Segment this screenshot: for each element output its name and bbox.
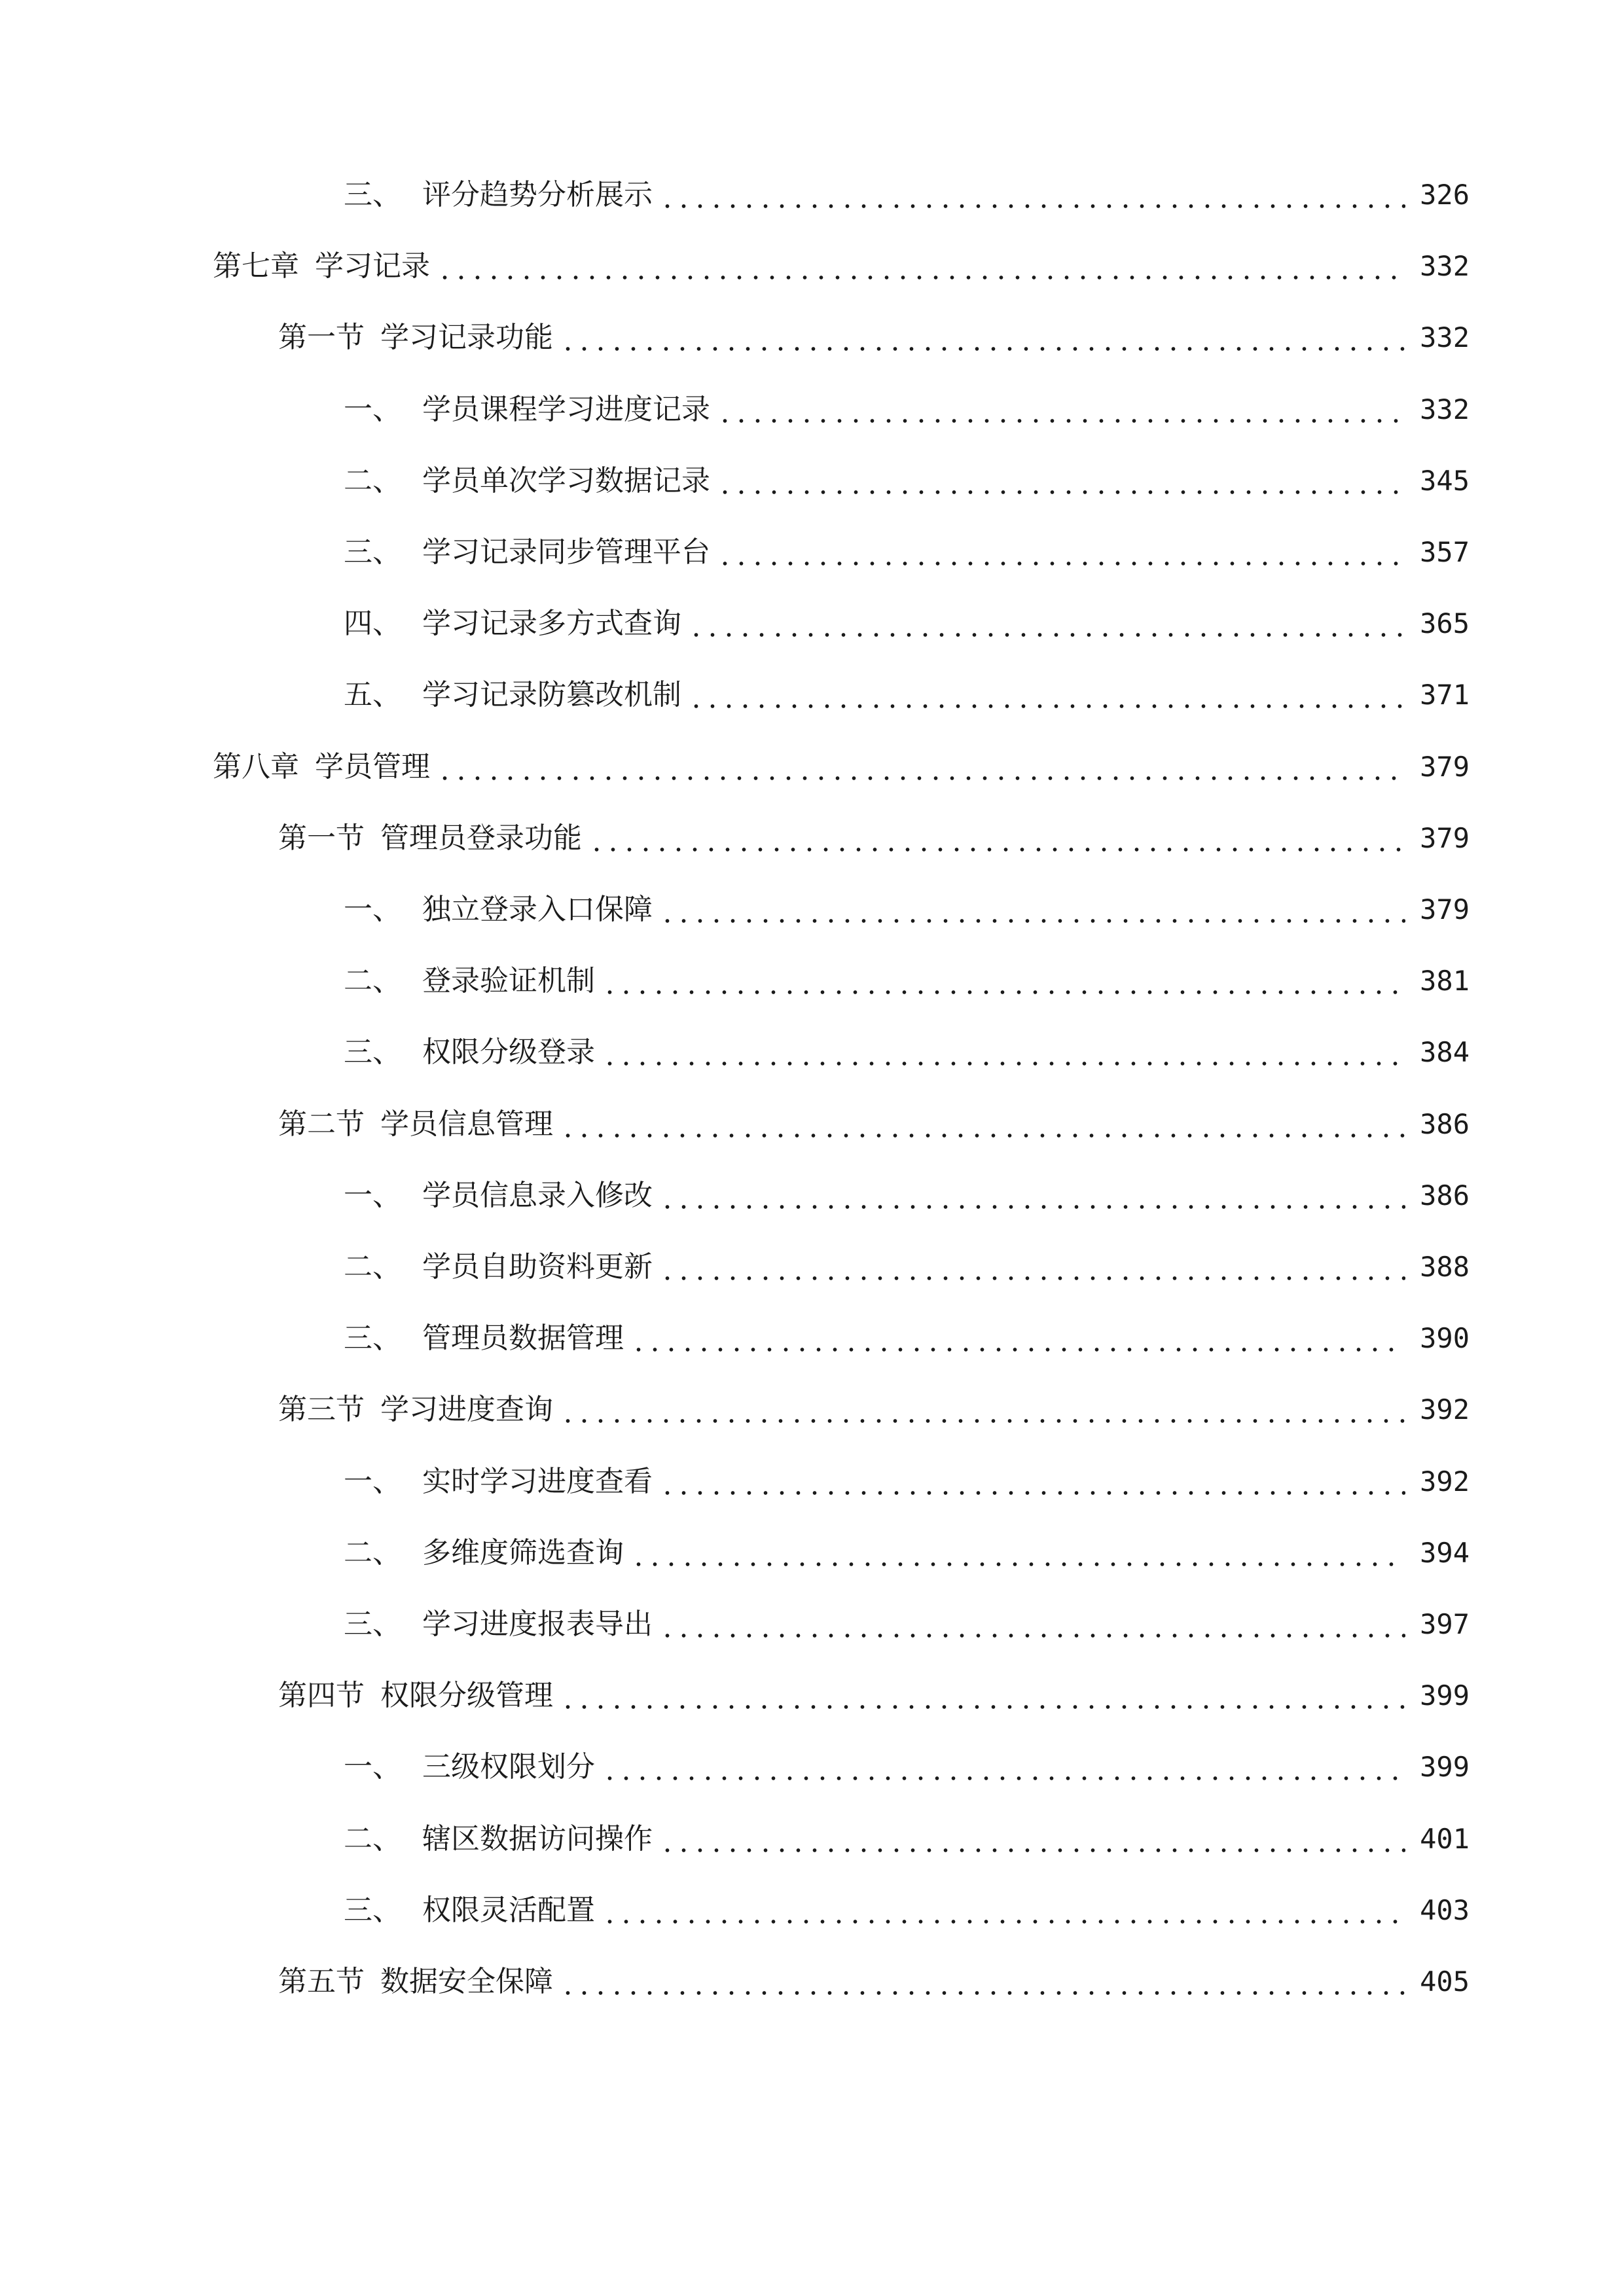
toc-entry[interactable] (213, 744, 1470, 791)
toc-entry[interactable] (344, 529, 1470, 576)
toc-entry[interactable] (344, 958, 1470, 1005)
toc-entry-title: 登录验证机制 (422, 964, 595, 997)
toc-entry-page-number: 401 (1420, 1823, 1470, 1855)
toc-entry[interactable] (344, 1744, 1470, 1791)
toc-entry[interactable] (278, 314, 1470, 361)
toc-entry-page-number: 379 (1420, 893, 1470, 925)
toc-entry-page-number: 386 (1420, 1108, 1470, 1140)
toc-entry-number: 五、 (344, 678, 401, 711)
toc-entry[interactable] (344, 171, 1470, 219)
dot-leader (659, 1490, 1405, 1496)
dot-leader (688, 632, 1405, 638)
dot-leader (588, 846, 1405, 853)
toc-entry-page-number: 381 (1420, 965, 1470, 997)
toc-entry-number: 一、 (344, 1179, 401, 1212)
toc-entry[interactable] (344, 1530, 1470, 1577)
toc-entry-title: 学员信息管理 (380, 1107, 553, 1141)
toc-entry-title: 学习记录功能 (380, 321, 553, 354)
toc-entry-page-number: 332 (1420, 393, 1470, 425)
toc-entry-title: 学习进度查询 (380, 1393, 553, 1426)
toc-entry[interactable] (278, 1386, 1470, 1433)
dot-leader (659, 918, 1405, 924)
toc-entry-number: 三、 (344, 535, 401, 569)
toc-entry-number: 四、 (344, 607, 401, 640)
dot-leader (560, 1704, 1405, 1710)
toc-entry-title: 学习记录防篡改机制 (422, 678, 681, 711)
toc-entry-title: 学员课程学习进度记录 (422, 393, 710, 426)
dot-leader (560, 1990, 1405, 1996)
dot-leader (602, 1775, 1405, 1782)
toc-entry[interactable] (278, 1958, 1470, 2005)
toc-entry[interactable] (344, 1458, 1470, 1505)
toc-entry-title: 学员信息录入修改 (422, 1179, 653, 1212)
toc-entry-number: 三、 (344, 1607, 401, 1641)
toc-entry-title: 学员单次学习数据记录 (422, 464, 710, 497)
dot-leader (602, 989, 1405, 996)
toc-entry-number: 一、 (344, 393, 401, 426)
toc-entry[interactable] (278, 1672, 1470, 1719)
dot-leader (560, 346, 1405, 352)
dot-leader (560, 1132, 1405, 1139)
dot-leader (659, 1275, 1405, 1282)
toc-entry-title: 多维度筛选查询 (422, 1536, 624, 1570)
toc-entry[interactable] (344, 1244, 1470, 1291)
toc-entry-page-number: 326 (1420, 179, 1470, 211)
dot-leader (630, 1346, 1405, 1353)
toc-entry-page-number: 384 (1420, 1036, 1470, 1068)
toc-entry[interactable] (344, 1315, 1470, 1362)
toc-entry[interactable] (344, 1601, 1470, 1648)
toc-entry-page-number: 357 (1420, 536, 1470, 568)
toc-entry[interactable] (213, 243, 1470, 290)
toc-entry-number: 第一节 (278, 321, 365, 354)
toc-entry-page-number: 397 (1420, 1608, 1470, 1640)
dot-leader (602, 1060, 1405, 1067)
toc-entry-page-number: 371 (1420, 679, 1470, 711)
toc-entry[interactable] (344, 1816, 1470, 1863)
toc-entry-number: 三、 (344, 178, 401, 211)
toc-entry-title: 学习进度报表导出 (422, 1607, 653, 1641)
toc-entry[interactable] (344, 386, 1470, 433)
toc-entry-title: 学习记录多方式查询 (422, 607, 681, 640)
dot-leader (560, 1418, 1405, 1424)
toc-entry-title: 学员自助资料更新 (422, 1250, 653, 1283)
toc-entry-page-number: 405 (1420, 1965, 1470, 1998)
dot-leader (659, 1204, 1405, 1210)
toc-entry[interactable] (344, 600, 1470, 647)
toc-entry-title: 辖区数据访问操作 (422, 1822, 653, 1856)
toc-entry-number: 三、 (344, 1321, 401, 1355)
toc-entry-title: 学习记录 (315, 249, 430, 283)
toc-entry-page-number: 386 (1420, 1179, 1470, 1211)
toc-entry-page-number: 379 (1420, 822, 1470, 854)
dot-leader (437, 775, 1405, 781)
dot-leader (602, 1918, 1405, 1925)
toc-entry[interactable] (278, 815, 1470, 862)
toc-entry-number: 二、 (344, 1822, 401, 1856)
toc-entry[interactable] (344, 1887, 1470, 1934)
toc-entry-title: 权限灵活配置 (422, 1893, 595, 1927)
toc-entry-page-number: 390 (1420, 1322, 1470, 1354)
toc-entry-page-number: 345 (1420, 465, 1470, 497)
toc-entry-number: 一、 (344, 1750, 401, 1784)
toc-entry-number: 二、 (344, 1536, 401, 1570)
toc-entry-number: 第四节 (278, 1679, 365, 1712)
toc-entry[interactable] (344, 457, 1470, 505)
toc-entry-title: 学习记录同步管理平台 (422, 535, 710, 569)
dot-leader (717, 418, 1405, 424)
toc-entry-title: 管理员登录功能 (380, 821, 582, 855)
toc-entry-page-number: 399 (1420, 1751, 1470, 1783)
toc-entry-page-number: 332 (1420, 250, 1470, 282)
toc-entry-title: 三级权限划分 (422, 1750, 595, 1784)
toc-entry-page-number: 379 (1420, 751, 1470, 783)
toc-entry-title: 数据安全保障 (380, 1965, 553, 1998)
dot-leader (717, 489, 1405, 495)
toc-entry-number: 一、 (344, 1465, 401, 1498)
dot-leader (717, 560, 1405, 567)
toc-entry-number: 第八章 (213, 750, 299, 783)
dot-leader (659, 1632, 1405, 1639)
toc-entry-number: 第三节 (278, 1393, 365, 1426)
toc-entry-title: 评分趋势分析展示 (422, 178, 653, 211)
toc-entry-number: 二、 (344, 964, 401, 997)
toc-entry-page-number: 392 (1420, 1393, 1470, 1426)
toc-entry-number: 一、 (344, 893, 401, 926)
toc-entry[interactable] (344, 1029, 1470, 1076)
toc-entry[interactable] (344, 1172, 1470, 1219)
toc-entry-number: 第一节 (278, 821, 365, 855)
toc-entry-title: 独立登录入口保障 (422, 893, 653, 926)
dot-leader (630, 1561, 1405, 1568)
toc-entry-page-number: 403 (1420, 1894, 1470, 1926)
dot-leader (437, 274, 1405, 281)
toc-entry-title: 管理员数据管理 (422, 1321, 624, 1355)
toc-entry-title: 学员管理 (315, 750, 430, 783)
toc-entry-page-number: 399 (1420, 1679, 1470, 1712)
dot-leader (659, 203, 1405, 209)
toc-entry[interactable] (344, 886, 1470, 933)
dot-leader (659, 1847, 1405, 1854)
toc-entry-number: 第五节 (278, 1965, 365, 1998)
toc-entry-number: 三、 (344, 1893, 401, 1927)
toc-entry-number: 二、 (344, 464, 401, 497)
toc-entry[interactable] (344, 672, 1470, 719)
toc-entry-title: 实时学习进度查看 (422, 1465, 653, 1498)
toc-entry-number: 第七章 (213, 249, 299, 283)
toc-entry[interactable] (278, 1101, 1470, 1148)
toc-entry-page-number: 365 (1420, 607, 1470, 639)
toc-entry-page-number: 388 (1420, 1251, 1470, 1283)
toc-entry-number: 第二节 (278, 1107, 365, 1141)
toc-entry-page-number: 392 (1420, 1465, 1470, 1498)
toc-entry-page-number: 394 (1420, 1537, 1470, 1569)
toc-entry-title: 权限分级登录 (422, 1035, 595, 1069)
dot-leader (688, 703, 1405, 709)
toc-entry-number: 三、 (344, 1035, 401, 1069)
toc-entry-number: 二、 (344, 1250, 401, 1283)
toc-entry-page-number: 332 (1420, 321, 1470, 353)
toc-entry-title: 权限分级管理 (380, 1679, 553, 1712)
